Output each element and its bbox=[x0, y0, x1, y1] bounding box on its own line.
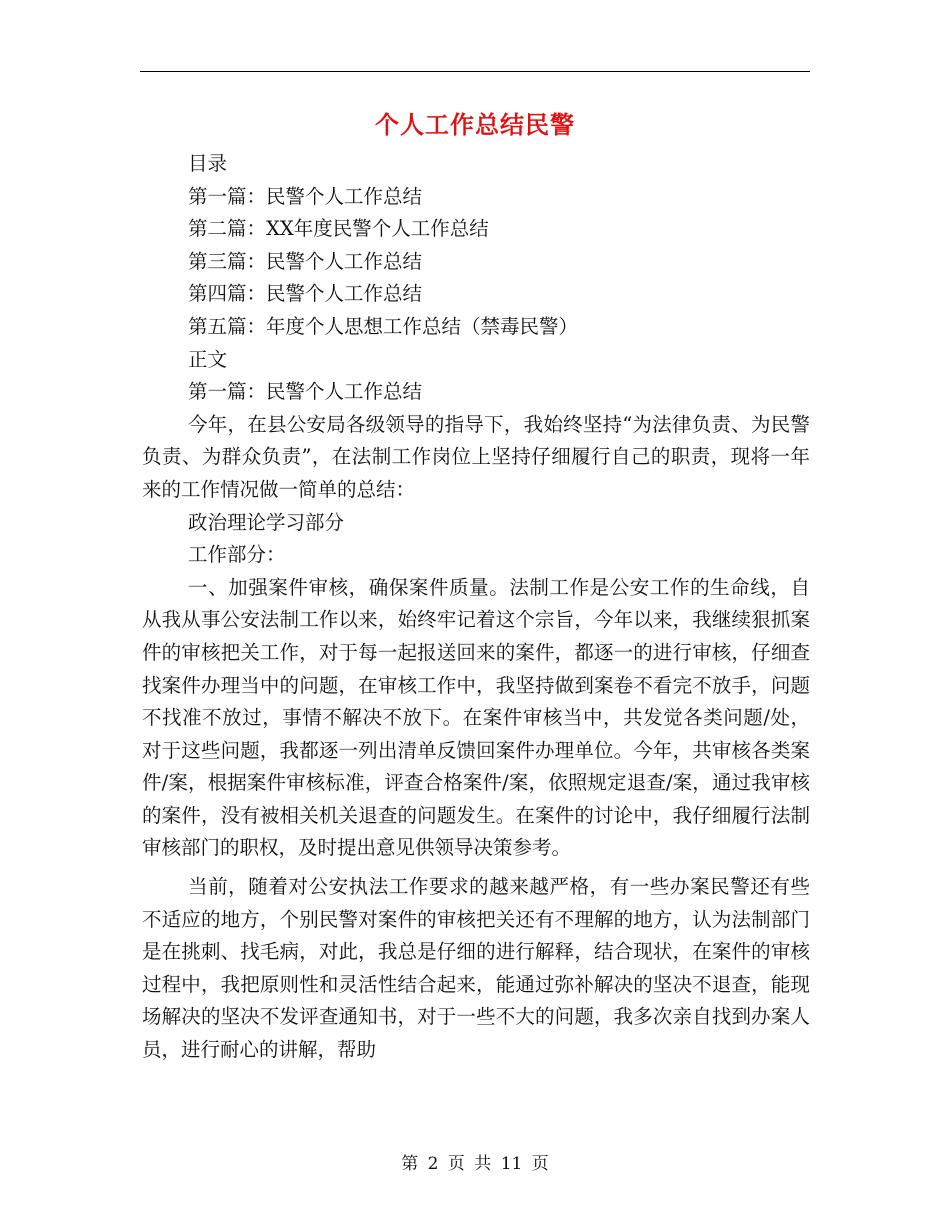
footer-current-page: 2 bbox=[427, 1154, 439, 1174]
body-heading: 正文 bbox=[188, 347, 228, 371]
toc-heading: 目录 bbox=[188, 152, 228, 175]
toc-item[interactable]: 第二篇：XX年度民警个人工作总结 bbox=[188, 217, 489, 241]
header-rule bbox=[140, 71, 810, 72]
paragraph-subheading: 政治理论学习部分 bbox=[188, 510, 345, 534]
paragraph-subheading: 工作部分： bbox=[188, 543, 286, 567]
paragraph-intro: 今年，在县公安局各级领导的指导下，我始终坚持“为法律负责、为民警负责、为群众负责”，在法制工作岗位上坚持仔细履行自己的职责，现将一年来的工作情况做一简单的总结： bbox=[142, 412, 810, 501]
paragraph-case-review: 一、加强案件审核，确保案件质量。法制工作是公安工作的生命线，自从我从事公安法制工作以来，始终牢记着这个宗旨，今年以来，我继续狠抓案件的审核把关工作，对于每一起报送回来的案件，都逐一的进行审核，仔细查找案件办理当中的问题，在审核工作中，我坚持做到案卷不看完不放手，问题不找准不放过，事情不解决不放下。在案件审核当中，共发觉各类问题/处，对于这些问题，我都逐一列出清单反馈回案件办理单位。今年，共审核各类案件/案，根据案件审核标准，评查合格案件/案，依照规定退查/案，通过我审核的案件，没有被相关机关退查的问题发生。在案件的讨论中，我仔细履行法制审核部门的职权，及时提出意见供领导决策参考。 bbox=[142, 575, 810, 860]
toc-item[interactable]: 第三篇：民警个人工作总结 bbox=[188, 249, 423, 273]
toc-item[interactable]: 第五篇：年度个人思想工作总结（禁毒民警） bbox=[188, 314, 579, 338]
footer-suffix: 页 bbox=[531, 1154, 549, 1174]
footer-total-word: 共 bbox=[474, 1154, 492, 1174]
footer-prefix: 第 bbox=[401, 1154, 419, 1174]
page-footer bbox=[0, 1152, 950, 1176]
toc-item[interactable]: 第一篇：民警个人工作总结 bbox=[188, 184, 423, 208]
document-body bbox=[142, 148, 810, 1067]
paragraph-current: 当前，随着对公安执法工作要求的越来越严格，有一些办案民警还有些不适应的地方，个别民警对案件的审核把关还有不理解的地方，认为法制部门是在挑刺、找毛病，对此，我总是仔细的进行解释，结合现状，在案件的审核过程中，我把原则性和灵活性结合起来，能通过弥补解决的坚决不退查，能现场解决的坚决不发评查通知书，对于一些不大的问题，我多次亲自找到办案人员，进行耐心的讲解，帮助 bbox=[142, 875, 810, 1062]
section-title: 第一篇：民警个人工作总结 bbox=[188, 380, 423, 404]
footer-page-word: 页 bbox=[447, 1154, 465, 1174]
footer-total-pages: 11 bbox=[500, 1154, 523, 1174]
document-title: 个人工作总结民警 bbox=[375, 110, 575, 139]
toc-item[interactable]: 第四篇：民警个人工作总结 bbox=[188, 282, 423, 306]
